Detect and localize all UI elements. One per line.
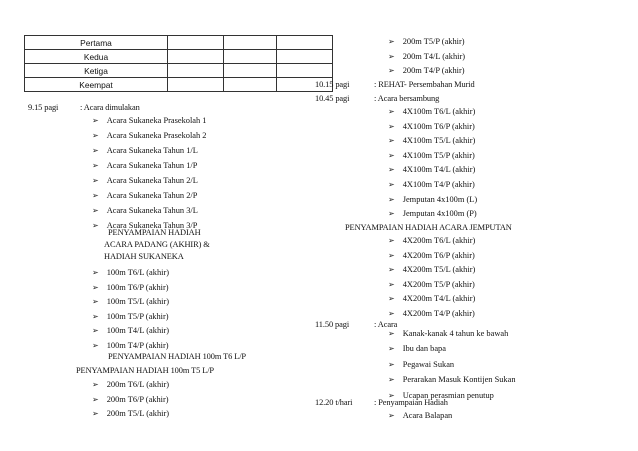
arrow-bullet-icon: ➢ [92, 116, 99, 125]
list-item-text: Ibu dan bapa [402, 344, 446, 354]
list-item-text: 100m T5/P (akhir) [106, 311, 169, 321]
list-item-text: 4X100m T5/L (akhir) [402, 136, 476, 146]
table-row [25, 78, 333, 92]
table-cell [224, 64, 277, 78]
list-item [92, 283, 169, 293]
arrow-bullet-icon: ➢ [388, 209, 395, 219]
list-item [388, 180, 475, 190]
arrow-bullet-icon: ➢ [388, 309, 395, 318]
rank-label: Pertama [25, 36, 168, 50]
arrow-bullet-icon: ➢ [92, 311, 99, 321]
schedule-event: : Penyampaian Hadiah [374, 398, 448, 407]
arrow-bullet-icon: ➢ [388, 375, 395, 385]
list-item [388, 122, 475, 132]
list-item-text: 4X100m T4/L (akhir) [402, 165, 476, 175]
list-item-text: Acara Balapan [402, 411, 453, 420]
list-item-text: Perarakan Masuk Kontijen Sukan [402, 375, 516, 385]
arrow-bullet-icon: ➢ [388, 66, 395, 76]
arrow-bullet-icon: ➢ [388, 329, 395, 338]
list-item-text: Acara Sukaneka Tahun 1/P [106, 161, 198, 170]
list-item [388, 329, 508, 339]
list-item [388, 251, 475, 261]
arrow-bullet-icon: ➢ [388, 344, 395, 354]
table-cell [168, 36, 224, 50]
arrow-bullet-icon: ➢ [92, 341, 99, 350]
arrow-bullet-icon: ➢ [388, 359, 395, 369]
table-cell [277, 64, 333, 78]
list-item-text: 4X200m T6/P (akhir) [402, 250, 475, 260]
list-item [92, 380, 169, 390]
arrow-bullet-icon: ➢ [92, 380, 99, 389]
list-item [388, 151, 475, 161]
schedule-time: 11.50 pagi [315, 320, 350, 329]
arrow-bullet-icon: ➢ [92, 146, 99, 155]
table-cell [168, 50, 224, 64]
arrow-bullet-icon: ➢ [388, 411, 395, 420]
list-item-text: 4X100m T4/P (akhir) [402, 180, 475, 189]
list-item-text: Jemputan 4x100m (L) [402, 194, 478, 204]
list-item-text: 200m T4/P (akhir) [402, 66, 465, 76]
list-item [92, 131, 206, 141]
list-item-text: 200m T4/L (akhir) [402, 51, 466, 61]
list-item [92, 297, 169, 307]
arrow-bullet-icon: ➢ [388, 51, 395, 61]
list-item-text: Acara Sukaneka Prasekolah 1 [106, 116, 207, 125]
schedule-time: 12.20 t/hari [315, 398, 353, 407]
list-item-text: Acara Sukaneka Tahun 1/L [106, 146, 198, 155]
list-item [92, 161, 197, 171]
list-item-text: 4X200m T5/P (akhir) [402, 279, 475, 289]
table-row [25, 36, 333, 50]
table-row [25, 64, 333, 78]
arrow-bullet-icon: ➢ [92, 394, 99, 404]
list-item [92, 395, 169, 405]
arrow-bullet-icon: ➢ [92, 131, 99, 140]
rank-label: Keempat [25, 78, 168, 92]
arrow-bullet-icon: ➢ [92, 161, 99, 170]
list-item [92, 191, 197, 201]
list-item [92, 268, 169, 278]
arrow-bullet-icon: ➢ [92, 409, 99, 419]
rank-label: Kedua [25, 50, 168, 64]
list-item [92, 409, 169, 419]
arrow-bullet-icon: ➢ [388, 294, 395, 304]
list-item-text: 4X200m T4/L (akhir) [402, 294, 476, 304]
schedule-time: 10.45 pagi [315, 94, 350, 103]
arrow-bullet-icon: ➢ [388, 194, 395, 204]
arrow-bullet-icon: ➢ [388, 180, 395, 189]
arrow-bullet-icon: ➢ [92, 206, 99, 215]
list-item [388, 195, 477, 205]
list-item-text: Acara Sukaneka Tahun 2/P [106, 191, 198, 200]
rank-label: Ketiga [25, 64, 168, 78]
list-item [92, 176, 198, 186]
arrow-bullet-icon: ➢ [388, 279, 395, 289]
table-cell [224, 78, 277, 92]
list-item [388, 236, 475, 246]
list-item-text: 200m T5/P (akhir) [402, 37, 465, 46]
hadiah-100m-t6: PENYAMPAIAN HADIAH 100m T6 L/P [108, 352, 246, 361]
list-item-text: 200m T6/L (akhir) [106, 380, 170, 389]
arrow-bullet-icon: ➢ [388, 150, 395, 160]
schedule-event: : Acara dimulakan [80, 103, 140, 112]
arrow-bullet-icon: ➢ [92, 326, 99, 336]
list-item [92, 341, 169, 351]
list-item [92, 312, 169, 322]
list-item [388, 344, 446, 354]
table-cell [224, 36, 277, 50]
list-item-text: 100m T5/L (akhir) [106, 297, 170, 307]
list-item-text: Kanak-kanak 4 tahun ke bawah [402, 329, 509, 338]
arrow-bullet-icon: ➢ [388, 165, 395, 175]
hadiah-jemputan-heading: PENYAMPAIAN HADIAH ACARA JEMPUTAN [345, 223, 512, 232]
list-item [92, 146, 198, 156]
table-row [25, 50, 333, 64]
list-item [388, 136, 475, 146]
list-item-text: 4X200m T5/L (akhir) [402, 265, 476, 275]
ranking-table [24, 35, 333, 92]
schedule-event: : REHAT- Persembahan Murid [374, 80, 475, 89]
list-item-text: 4X200m T4/P (akhir) [402, 309, 475, 318]
list-item [92, 326, 169, 336]
list-item-text: Acara Sukaneka Prasekolah 2 [106, 131, 207, 140]
schedule-time: 10.15 pagi [315, 80, 350, 89]
list-item [388, 66, 465, 76]
list-item-text: Ucapan perasmian penutup [402, 390, 494, 400]
arrow-bullet-icon: ➢ [92, 282, 99, 292]
list-item-text: Acara Sukaneka Tahun 2/L [106, 176, 198, 185]
hadiah-heading-line: PENYAMPAIAN HADIAH [108, 228, 201, 237]
list-item [388, 375, 516, 385]
arrow-bullet-icon: ➢ [388, 107, 395, 116]
hadiah-heading-line: ACARA PADANG (AKHIR) & [104, 240, 210, 249]
list-item-text: Acara Sukaneka Tahun 3/L [106, 206, 198, 215]
table-cell [168, 78, 224, 92]
list-item [388, 309, 475, 319]
list-item [388, 52, 465, 62]
arrow-bullet-icon: ➢ [92, 176, 99, 185]
list-item-text: 4X100m T5/P (akhir) [402, 150, 475, 160]
schedule-time: 9.15 pagi [28, 103, 59, 112]
list-item-text: 100m T4/P (akhir) [106, 341, 169, 350]
list-item-text: 100m T6/L (akhir) [106, 268, 170, 277]
list-item-text: 4X100m T6/P (akhir) [402, 121, 475, 131]
schedule-event: : Acara [374, 320, 398, 329]
list-item [388, 280, 475, 290]
list-item [92, 116, 206, 126]
arrow-bullet-icon: ➢ [388, 121, 395, 131]
list-item-text: Pegawai Sukan [402, 359, 455, 369]
arrow-bullet-icon: ➢ [92, 221, 99, 230]
list-item [388, 107, 475, 117]
list-item-text: 4X100m T6/L (akhir) [402, 107, 476, 116]
list-item-text: 200m T6/P (akhir) [106, 394, 169, 404]
arrow-bullet-icon: ➢ [388, 37, 395, 46]
list-item-text: 200m T5/L (akhir) [106, 409, 170, 419]
list-item-text: 4X200m T6/L (akhir) [402, 236, 476, 245]
arrow-bullet-icon: ➢ [92, 191, 99, 200]
hadiah-100m-t5: PENYAMPAIAN HADIAH 100m T5 L/P [76, 366, 214, 375]
arrow-bullet-icon: ➢ [388, 390, 395, 400]
arrow-bullet-icon: ➢ [92, 268, 99, 277]
list-item [388, 209, 477, 219]
list-item [388, 360, 454, 370]
list-item [388, 294, 475, 304]
list-item-text: Acara Sukaneka Tahun 3/P [106, 221, 198, 230]
arrow-bullet-icon: ➢ [388, 250, 395, 260]
table-cell [277, 50, 333, 64]
hadiah-heading-line: HADIAH SUKANEKA [104, 252, 184, 261]
list-item [388, 265, 475, 275]
schedule-event: : Acara bersambung [374, 94, 440, 103]
table-cell [224, 50, 277, 64]
list-item [388, 165, 475, 175]
table-cell [168, 64, 224, 78]
list-item-text: 100m T4/L (akhir) [106, 326, 170, 336]
list-item [92, 206, 198, 216]
list-item-text: Jemputan 4x100m (P) [402, 209, 477, 219]
arrow-bullet-icon: ➢ [92, 297, 99, 307]
list-item [388, 411, 452, 421]
list-item-text: 100m T6/P (akhir) [106, 282, 169, 292]
arrow-bullet-icon: ➢ [388, 236, 395, 245]
table-cell [277, 36, 333, 50]
list-item [388, 37, 465, 47]
arrow-bullet-icon: ➢ [388, 265, 395, 275]
arrow-bullet-icon: ➢ [388, 136, 395, 146]
